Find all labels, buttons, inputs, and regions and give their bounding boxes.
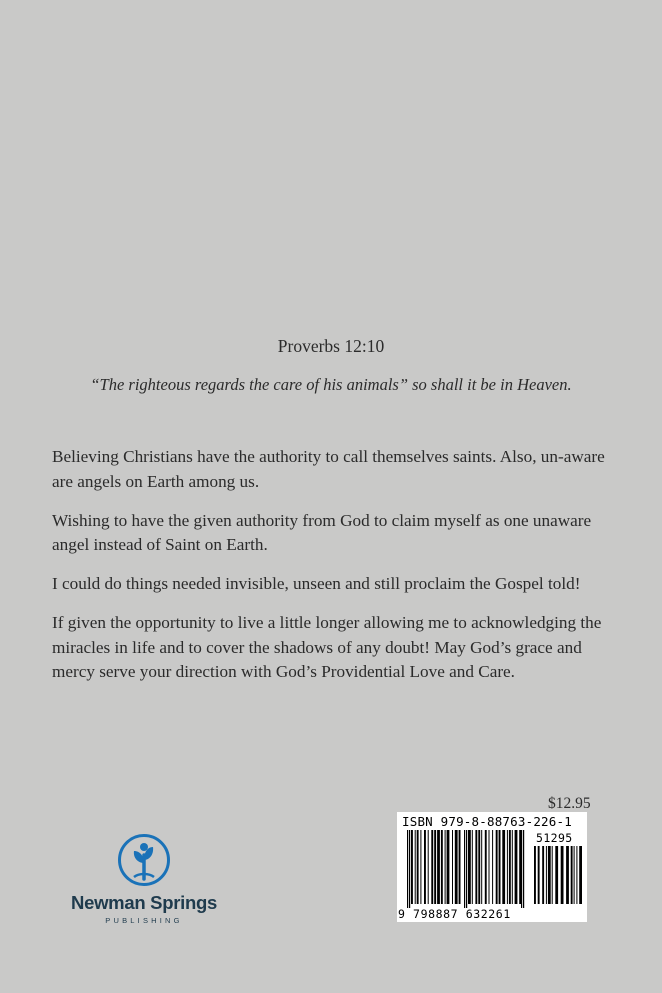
publisher-name: Newman Springs xyxy=(71,892,217,913)
barcode-addon-digits: 51295 xyxy=(536,831,573,845)
blurb-paragraph: Believing Christians have the authority to call themselves saints. Also, un-aware are angels on Earth among us. xyxy=(52,447,605,491)
price-label: $12.95 xyxy=(548,795,591,812)
barcode-ean-digits: 9 798887 632261 xyxy=(398,907,511,921)
publisher-subtitle: PUBLISHING xyxy=(105,916,183,925)
isbn-label: ISBN 979-8-88763-226-1 xyxy=(402,814,572,829)
back-cover-blurb xyxy=(52,445,612,699)
sprout-circle-icon xyxy=(117,833,171,887)
verse-reference: Proverbs 12:10 xyxy=(277,336,385,356)
isbn-barcode xyxy=(397,812,587,922)
verse-quote: “The righteous regards the care of his animals” so shall it be in Heaven. xyxy=(90,375,572,394)
blurb-paragraph: I could do things needed invisible, unseen and still proclaim the Gospel told! xyxy=(52,574,581,593)
blurb-paragraph: Wishing to have the given authority from God to claim myself as one unaware angel instead of Saint on Earth. xyxy=(52,510,592,554)
blurb-paragraph: If given the opportunity to live a little longer allowing me to acknowledging the miracles in life and to cover the shadows of any doubt! May God’s grace and mercy serve your direction with God’s Providential Love and Care. xyxy=(52,613,602,681)
